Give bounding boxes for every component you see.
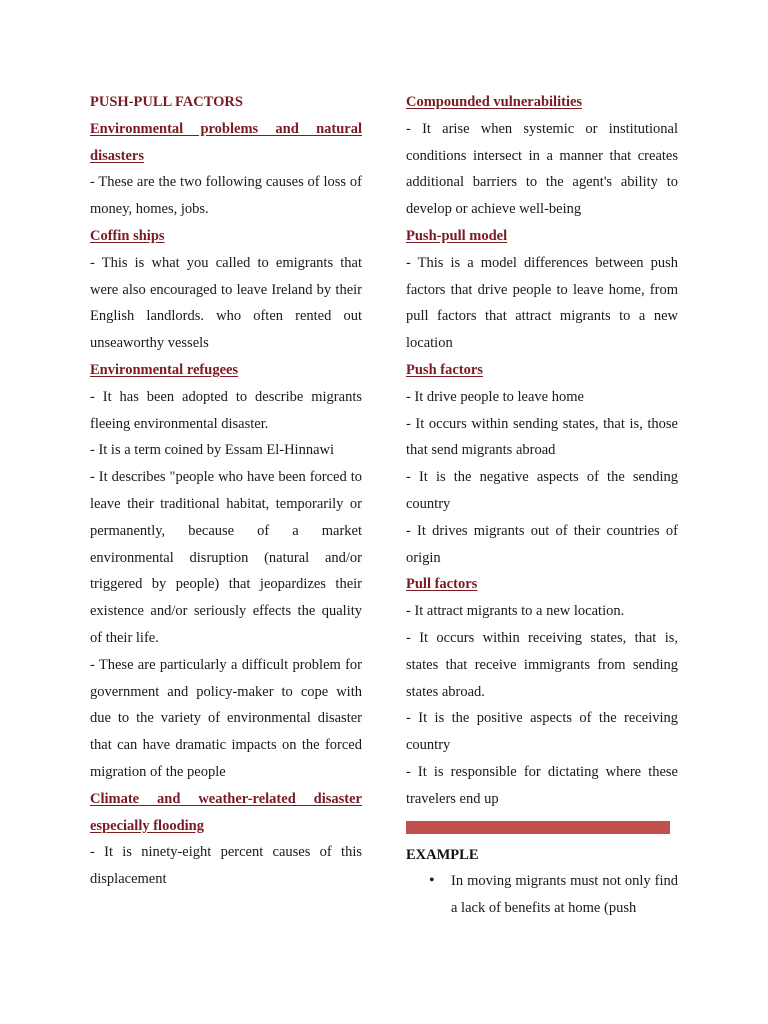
- section-heading: Coffin ships: [90, 227, 165, 244]
- section-paragraph: - It arise when systemic or institutional conditions intersect in a manner that creates additional barriers to the agent's ability to develop or achieve well-being: [406, 120, 678, 218]
- section-paragraph: - It is the negative aspects of the sending country: [406, 469, 678, 512]
- section-coffin-ships: [90, 223, 362, 357]
- section-heading: Push-pull model: [406, 227, 508, 244]
- section-heading: Push factors: [406, 361, 483, 378]
- section-paragraph: - It drives migrants out of their countries of origin: [406, 522, 678, 566]
- right-column: [406, 89, 678, 922]
- section-paragraph: - It drive people to leave home: [406, 388, 584, 405]
- section-heading: Pull factors: [406, 576, 478, 593]
- section-paragraph: - It has been adopted to describe migrants fleeing environmental disaster.: [90, 388, 362, 432]
- section-paragraph: - It is the positive aspects of the receiving country: [406, 710, 678, 754]
- section-environmental-refugees: [90, 357, 362, 786]
- document-title: PUSH-PULL FACTORS: [90, 94, 243, 110]
- bullet-item: • In moving migrants must not only find a lack of benefits at home (push: [451, 868, 678, 922]
- section-paragraph: - It occurs within sending states, that is, those that send migrants abroad: [406, 415, 678, 459]
- section-pull-factors: [406, 571, 678, 812]
- section-climate-disaster: [90, 786, 362, 893]
- left-column: [90, 89, 362, 893]
- section-paragraph: - It attract migrants to a new location.: [406, 603, 625, 620]
- section-compounded-vulnerabilities: [406, 89, 678, 223]
- section-example: [406, 842, 678, 922]
- section-paragraph: - These are particularly a difficult problem for government and policy-maker to cope with due to the variety of environmental disaster that can have dramatic impacts on the forced migration of the people: [90, 656, 362, 780]
- section-paragraph: - It occurs within receiving states, that is, states that receive immigrants from sending states abroad.: [406, 629, 678, 700]
- section-push-pull-model: [406, 223, 678, 357]
- section-paragraph: - These are the two following causes of loss of money, homes, jobs.: [90, 174, 362, 218]
- section-paragraph: - It is ninety-eight percent causes of this displacement: [90, 844, 362, 888]
- section-divider-bar: [406, 821, 670, 834]
- example-bullet-list: [406, 868, 678, 922]
- section-paragraph: - It is responsible for dictating where these travelers end up: [406, 763, 678, 807]
- section-paragraph: - It is a term coined by Essam El-Hinnawi: [90, 442, 335, 459]
- section-environmental-problems: [90, 116, 362, 223]
- section-heading: Compounded vulnerabilities: [406, 94, 583, 110]
- section-heading: Environmental refugees: [90, 361, 239, 378]
- section-paragraph: - This is what you called to emigrants that were also encouraged to leave Ireland by their English landlords. who often rented out unseaworthy vessels: [90, 254, 362, 352]
- section-paragraph: - This is a model differences between push factors that drive people to leave home, from pull factors that attract migrants to a new location: [406, 254, 678, 352]
- section-paragraph: - It describes "people who have been forced to leave their traditional habitat, temporarily or permanently, because of a market environmental disruption (natural and/or triggered by people) that jeopardizes their existence and/or seriously effects the quality of their life.: [90, 469, 362, 646]
- section-heading: Environmental problems and natural disasters: [90, 120, 362, 164]
- example-heading: EXAMPLE: [406, 846, 479, 863]
- section-heading: Climate and weather-related disaster especially flooding: [90, 790, 362, 834]
- section-push-factors: [406, 357, 678, 571]
